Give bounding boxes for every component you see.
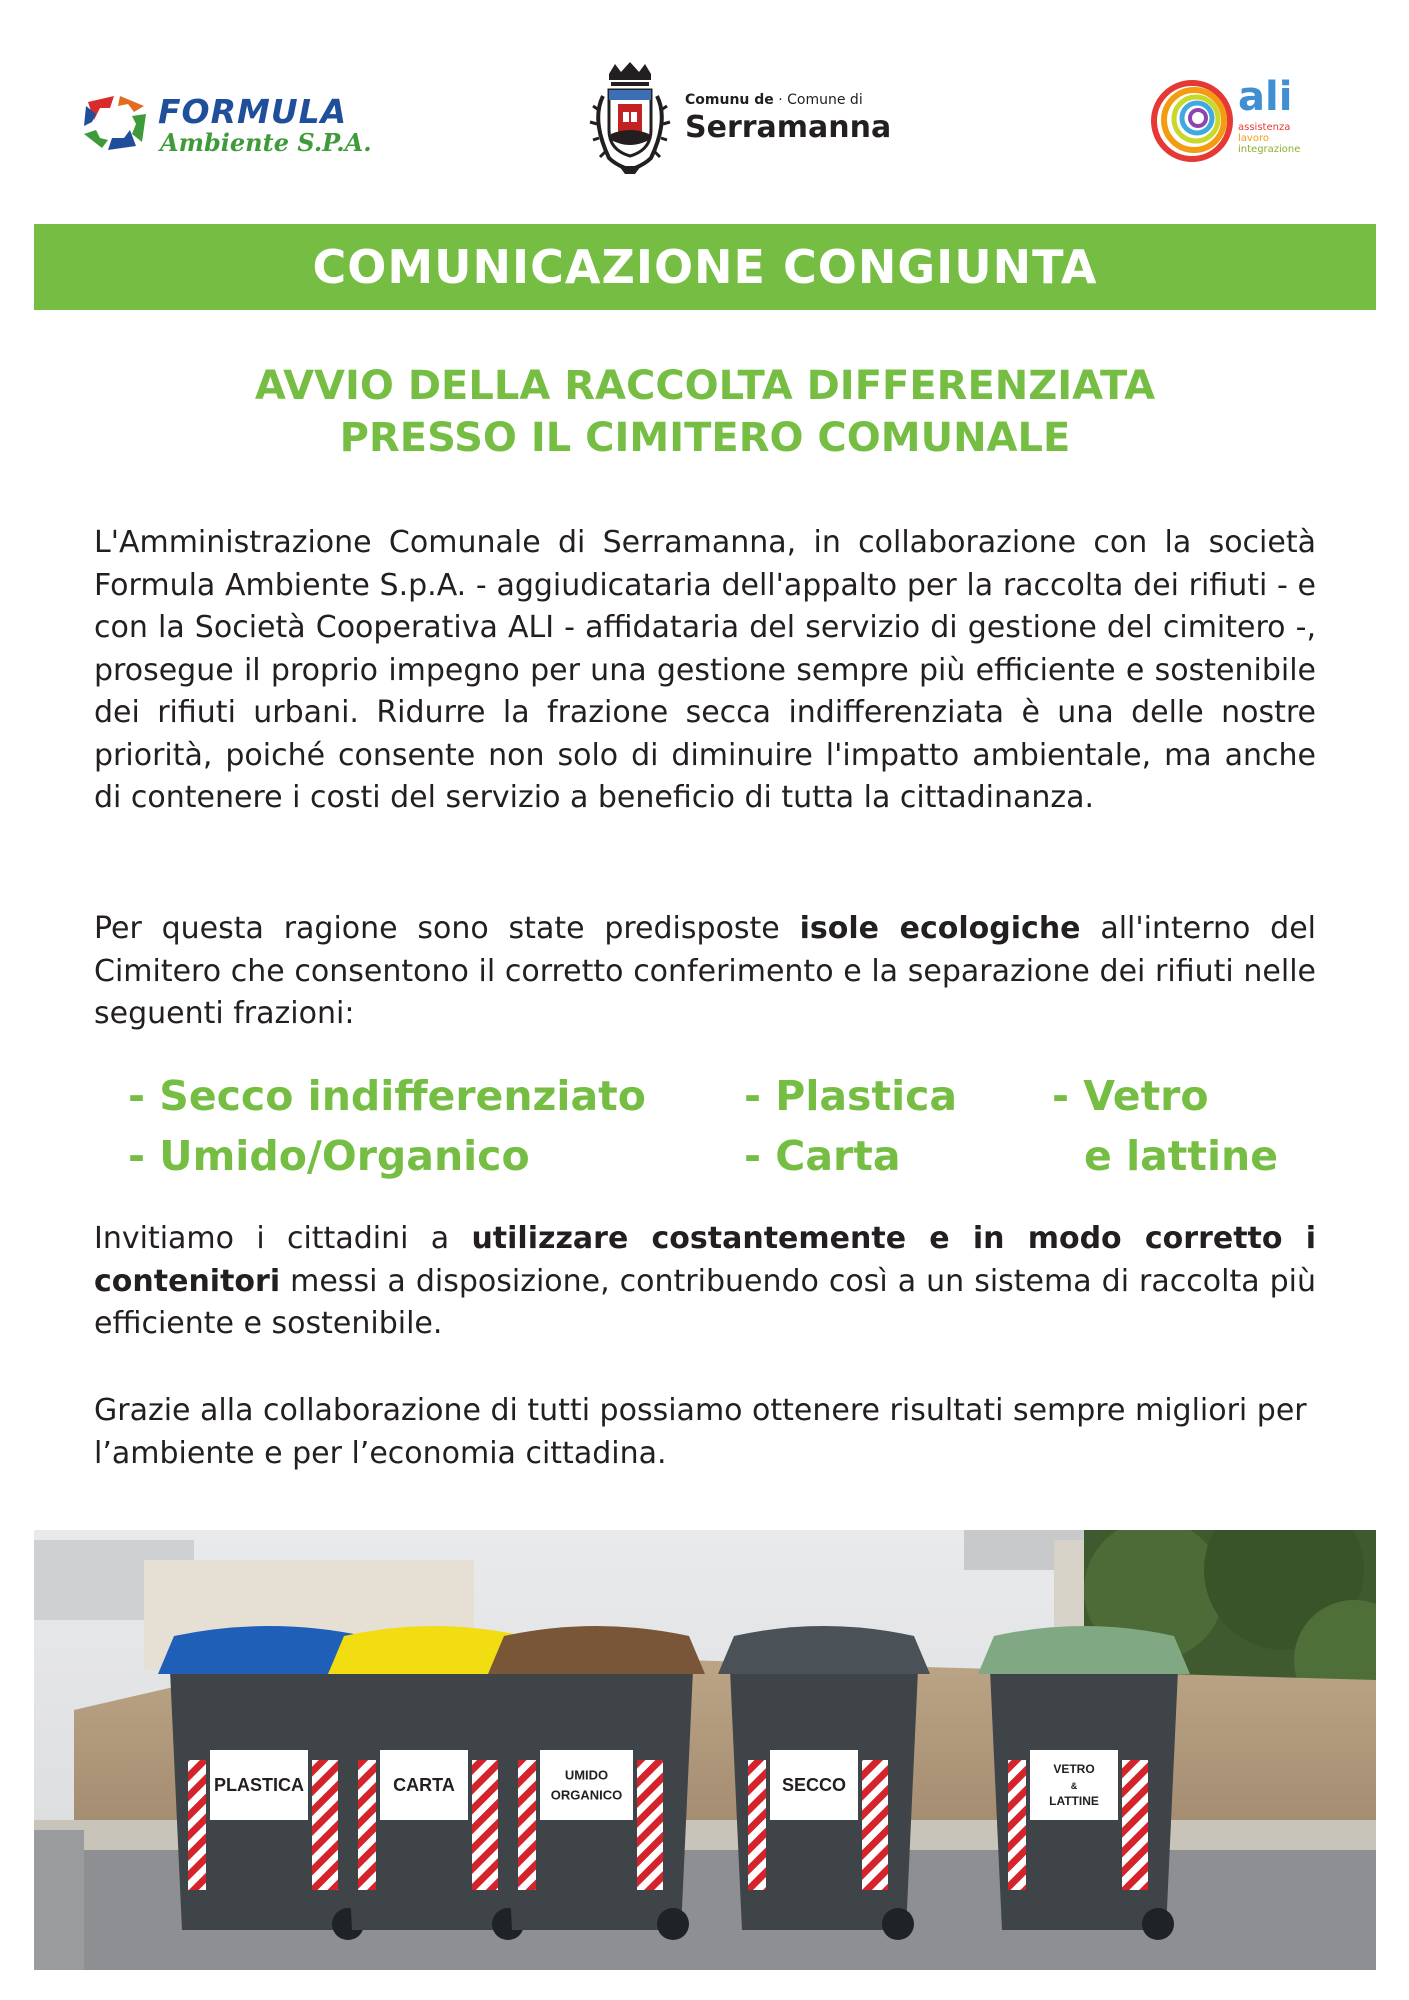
fraction-umido: - Umido/Organico [128, 1132, 530, 1180]
comune-bilingual-label [685, 92, 863, 108]
ali-rings-icon [1150, 78, 1236, 164]
waste-bin [978, 1626, 1190, 1940]
fraction-secco: - Secco indifferenziato [128, 1072, 646, 1120]
fraction-vetro: - Vetro [1052, 1072, 1209, 1120]
bin-label-text: LATTINE [1049, 1794, 1099, 1808]
p3-text-after: messi a disposizione, contribuendo così a un sistema di raccolta più efficiente e sostenibile. [94, 1263, 1316, 1341]
paragraph-intro: L'Amministrazione Comunale di Serramanna, in collaborazione con la società Formula Ambiente S.p.A. - aggiudicataria dell'appalto per la raccolta dei rifiuti - e con la Società Cooperativa ALI - affidataria del servizio di gestione del cimitero -, prosegue il proprio impegno per una gestione sempre più efficiente e sostenibile dei rifiuti urbani. Ridurre la frazione secca indifferenziata è una delle nostre priorità, poiché consente non solo di diminuire l'impatto ambientale, ma anche di contenere i costi del servizio a beneficio di tutta la cittadinanza. [94, 525, 1316, 815]
bin-hazard-stripe [358, 1760, 376, 1890]
formula-subtitle: Ambiente S.P.A. [160, 128, 372, 157]
bin-label-text: & [1070, 1781, 1078, 1791]
comune-italian-label: Comune di [787, 92, 863, 108]
bin-label-text: PLASTICA [214, 1775, 304, 1795]
subtitle-line-1: AVVIO DELLA RACCOLTA DIFFERENZIATA [254, 363, 1156, 409]
bin-wheel [882, 1908, 914, 1940]
bin-hazard-stripe [637, 1760, 663, 1890]
subtitle [34, 360, 1376, 464]
subtitle-line-2: PRESSO IL CIMITERO COMUNALE [339, 415, 1071, 461]
fraction-lattine: e lattine [1084, 1132, 1279, 1180]
bin-wheel [1142, 1908, 1174, 1940]
p2-bold-text: isole ecologiche [799, 911, 1081, 946]
waste-bin [718, 1626, 930, 1940]
bins-photo [34, 1530, 1376, 1970]
bin-label-text: CARTA [393, 1775, 455, 1795]
ali-tagline-integrazione: integrazione [1238, 144, 1301, 155]
bin-hazard-stripe [472, 1760, 498, 1890]
formula-wordmark: FORMULA [158, 92, 348, 131]
bin-hazard-stripe [1008, 1760, 1026, 1890]
bin-label-text: UMIDO [564, 1767, 609, 1783]
bin-lid [978, 1626, 1190, 1674]
comune-serramanna-logo [585, 60, 915, 185]
bin-lid [718, 1626, 930, 1674]
waste-bins-illustration [34, 1530, 1376, 1970]
ali-tagline-assistenza: assistenza [1238, 122, 1291, 133]
waste-bin [488, 1626, 705, 1940]
bins-layer [158, 1626, 1190, 1940]
fraction-plastica: - Plastica [744, 1072, 958, 1120]
p2-text-after: all'interno del Cimitero che consentono il corretto conferimento e la separazione dei rifiuti nelle seguenti frazioni: [94, 911, 1316, 1031]
comune-sardinian-label: Comunu de [685, 92, 774, 108]
coat-of-arms-icon [585, 60, 675, 180]
bin-lid [488, 1626, 705, 1674]
recycle-arrows-icon [80, 92, 152, 154]
bin-hazard-stripe [748, 1760, 766, 1890]
p2-text-before: Per questa ragione sono state predisposte [94, 911, 800, 946]
bin-label-paper [540, 1750, 633, 1820]
fraction-carta: - Carta [744, 1132, 901, 1180]
bin-wheel [657, 1908, 689, 1940]
bin-label-text: VETRO [1053, 1762, 1095, 1776]
bin-hazard-stripe [862, 1760, 888, 1890]
ali-tagline-lavoro: lavoro [1238, 133, 1269, 144]
bin-hazard-stripe [518, 1760, 536, 1890]
formula-ambiente-logo [80, 88, 380, 158]
comune-label-separator: · [773, 92, 788, 108]
paragraph-isole-ecologiche [94, 908, 1316, 1036]
paragraph-ringraziamento: Grazie alla collaborazione di tutti possiamo ottenere risultati sempre migliori per l’ambiente e per l’economia cittadina. [94, 1393, 1307, 1471]
bin-hazard-stripe [312, 1760, 338, 1890]
title-banner [34, 224, 1376, 310]
banner-title: COMUNICAZIONE CONGIUNTA [312, 240, 1098, 294]
ali-wordmark: ali [1238, 74, 1293, 120]
ali-cooperative-logo [1150, 74, 1320, 168]
bin-label-text: ORGANICO [550, 1787, 623, 1803]
bin-hazard-stripe [188, 1760, 206, 1890]
p3-bold-text: utilizzare costantemente e in modo corretto i contenitori [94, 1221, 1317, 1299]
bin-label-text: SECCO [781, 1775, 847, 1795]
bin-hazard-stripe [1122, 1760, 1148, 1890]
p3-text-before: Invitiamo i cittadini a [94, 1221, 472, 1256]
paragraph-invito [94, 1218, 1316, 1346]
comune-name: Serramanna [685, 110, 892, 145]
